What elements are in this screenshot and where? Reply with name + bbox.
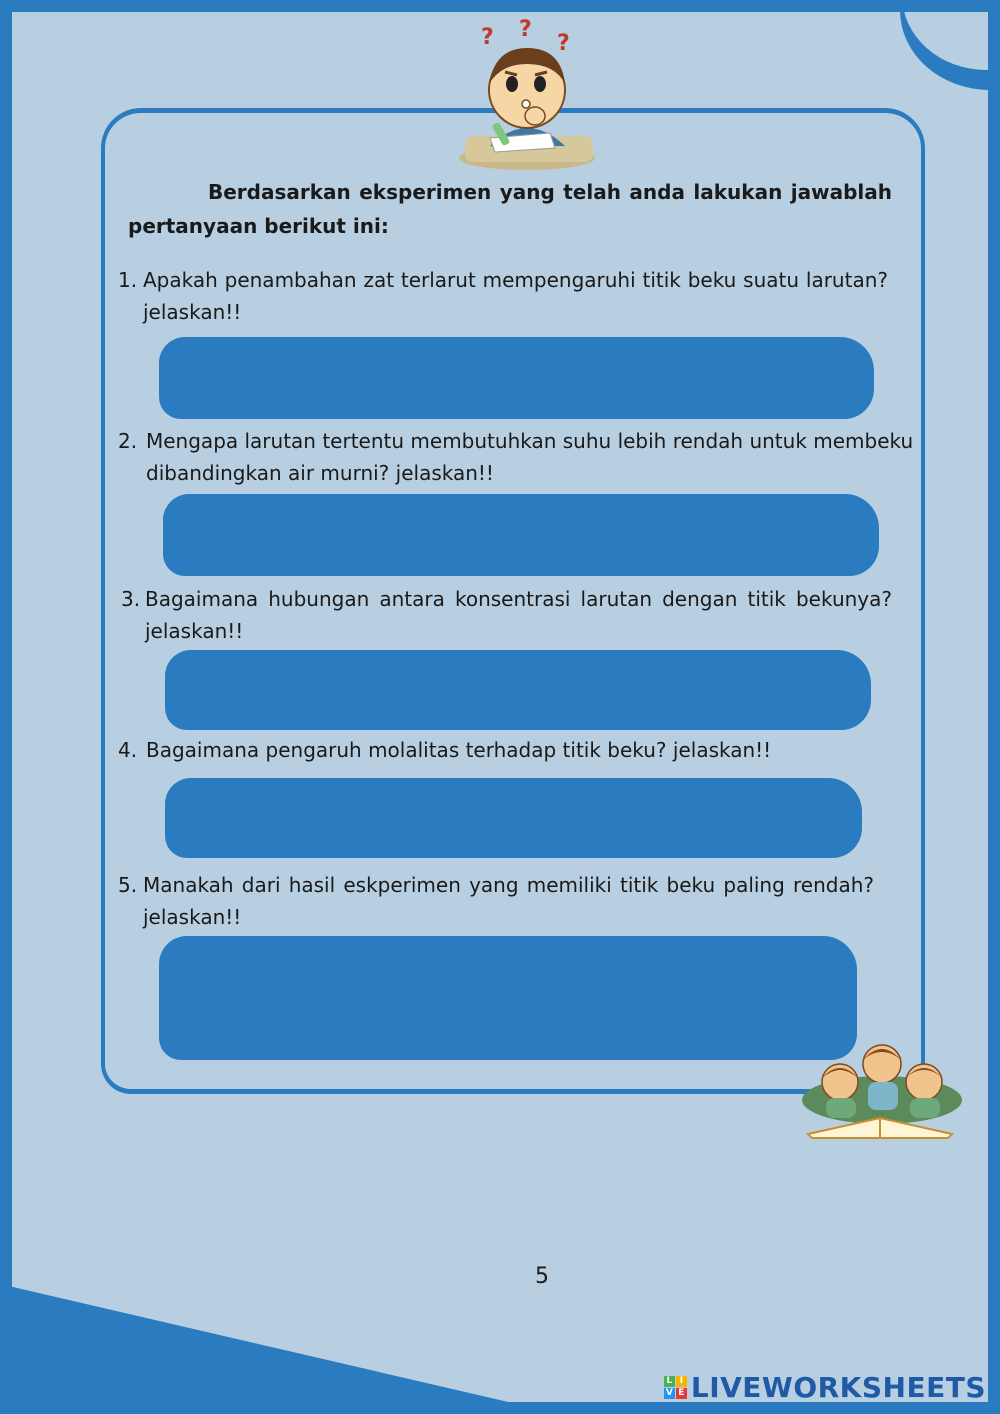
question-3 xyxy=(121,583,892,649)
question-number: 1. xyxy=(118,268,138,292)
answer-field-5[interactable] xyxy=(159,936,857,1060)
svg-text:?: ? xyxy=(519,18,532,42)
corner-decoration-inner xyxy=(902,0,1000,70)
answer-field-2[interactable] xyxy=(163,494,879,576)
logo-letter: V xyxy=(664,1388,675,1399)
question-2 xyxy=(118,425,918,491)
question-text: Mengapa larutan tertentu membutuhkan suhu lebih rendah untuk membeku dibandingkan air murni? jelaskan!! xyxy=(146,429,914,485)
liveworksheets-logo-icon xyxy=(664,1376,687,1399)
question-5 xyxy=(118,869,878,935)
question-text: Bagaimana hubungan antara konsentrasi larutan dengan titik bekunya? jelaskan!! xyxy=(145,587,892,643)
answer-field-4[interactable] xyxy=(165,778,862,858)
svg-text:?: ? xyxy=(481,25,494,50)
question-number: 4. xyxy=(118,738,138,762)
answer-field-3[interactable] xyxy=(165,650,871,730)
question-number: 5. xyxy=(118,873,138,897)
intro-label: Berdasarkan eksperimen yang telah anda lakukan jawablah pertanyaan berikut ini: xyxy=(128,180,892,238)
brand-name: LIVEWORKSHEETS xyxy=(690,1370,986,1404)
page-number: 5 xyxy=(535,1264,549,1289)
question-text: Apakah penambahan zat terlarut mempengaruhi titik beku suatu larutan? jelaskan!! xyxy=(143,268,888,324)
question-text: Manakah dari hasil eskperimen yang memiliki titik beku paling rendah? jelaskan!! xyxy=(143,873,874,929)
question-text: Bagaimana pengaruh molalitas terhadap titik beku? jelaskan!! xyxy=(146,738,772,762)
question-number: 3. xyxy=(121,587,141,611)
question-number: 2. xyxy=(118,429,138,453)
question-1 xyxy=(118,264,892,330)
svg-text:?: ? xyxy=(557,31,570,56)
logo-letter: E xyxy=(676,1388,687,1399)
instruction-text xyxy=(128,175,892,243)
liveworksheets-brand[interactable] xyxy=(664,1370,986,1404)
question-4 xyxy=(118,734,892,768)
logo-letter: L xyxy=(664,1376,675,1387)
logo-letter: I xyxy=(676,1376,687,1387)
children-reading-book-icon xyxy=(800,1040,965,1140)
thinking-boy-icon xyxy=(455,18,600,170)
answer-field-1[interactable] xyxy=(159,337,874,419)
